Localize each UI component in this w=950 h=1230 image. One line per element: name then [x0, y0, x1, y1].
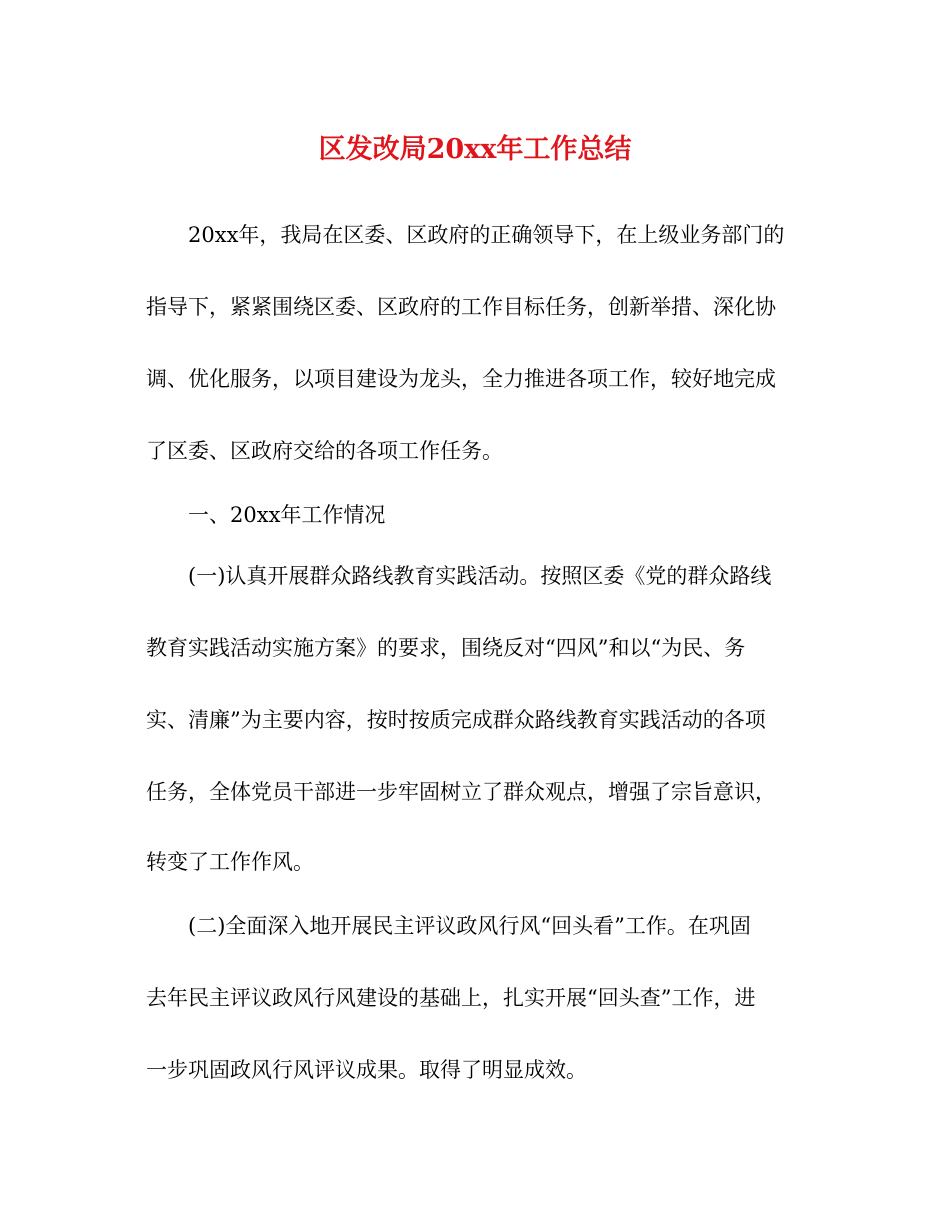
- body-line-2: 指导下，紧紧围绕区委、区政府的工作目标任务，创新举措、深化协: [146, 295, 776, 319]
- body-line-9: 任务，全体党员干部进一步牢固树立了群众观点，增强了宗旨意识，: [146, 780, 776, 804]
- body-line-8: 实、清廉”为主要内容，按时按质完成群众路线教育实践活动的各项: [146, 708, 766, 732]
- body-line-1: 20xx年，我局在区委、区政府的正确领导下，在上级业务部门的: [188, 223, 785, 247]
- body-line-3: 调、优化服务，以项目建设为龙头，全力推进各项工作，较好地完成: [146, 367, 776, 391]
- section-heading-1: 一、20xx年工作情况: [188, 503, 386, 527]
- body-line-12: 去年民主评议政风行风建设的基础上，扎实开展“回头查”工作，进: [146, 986, 756, 1010]
- body-line-7: 教育实践活动实施方案》的要求，围绕反对“四风”和以“为民、务: [146, 636, 746, 660]
- body-line-4: 了区委、区政府交给的各项工作任务。: [146, 439, 503, 463]
- body-line-11: (二)全面深入地开展民主评议政风行风“回头看”工作。在巩固: [188, 914, 751, 938]
- body-line-13: 一步巩固政风行风评议成果。取得了明显成效。: [146, 1058, 587, 1082]
- body-line-10: 转变了工作作风。: [146, 850, 314, 874]
- document-title: 区发改局20xx年工作总结: [318, 134, 632, 165]
- body-line-6: (一)认真开展群众路线教育实践活动。按照区委《党的群众路线: [188, 564, 772, 588]
